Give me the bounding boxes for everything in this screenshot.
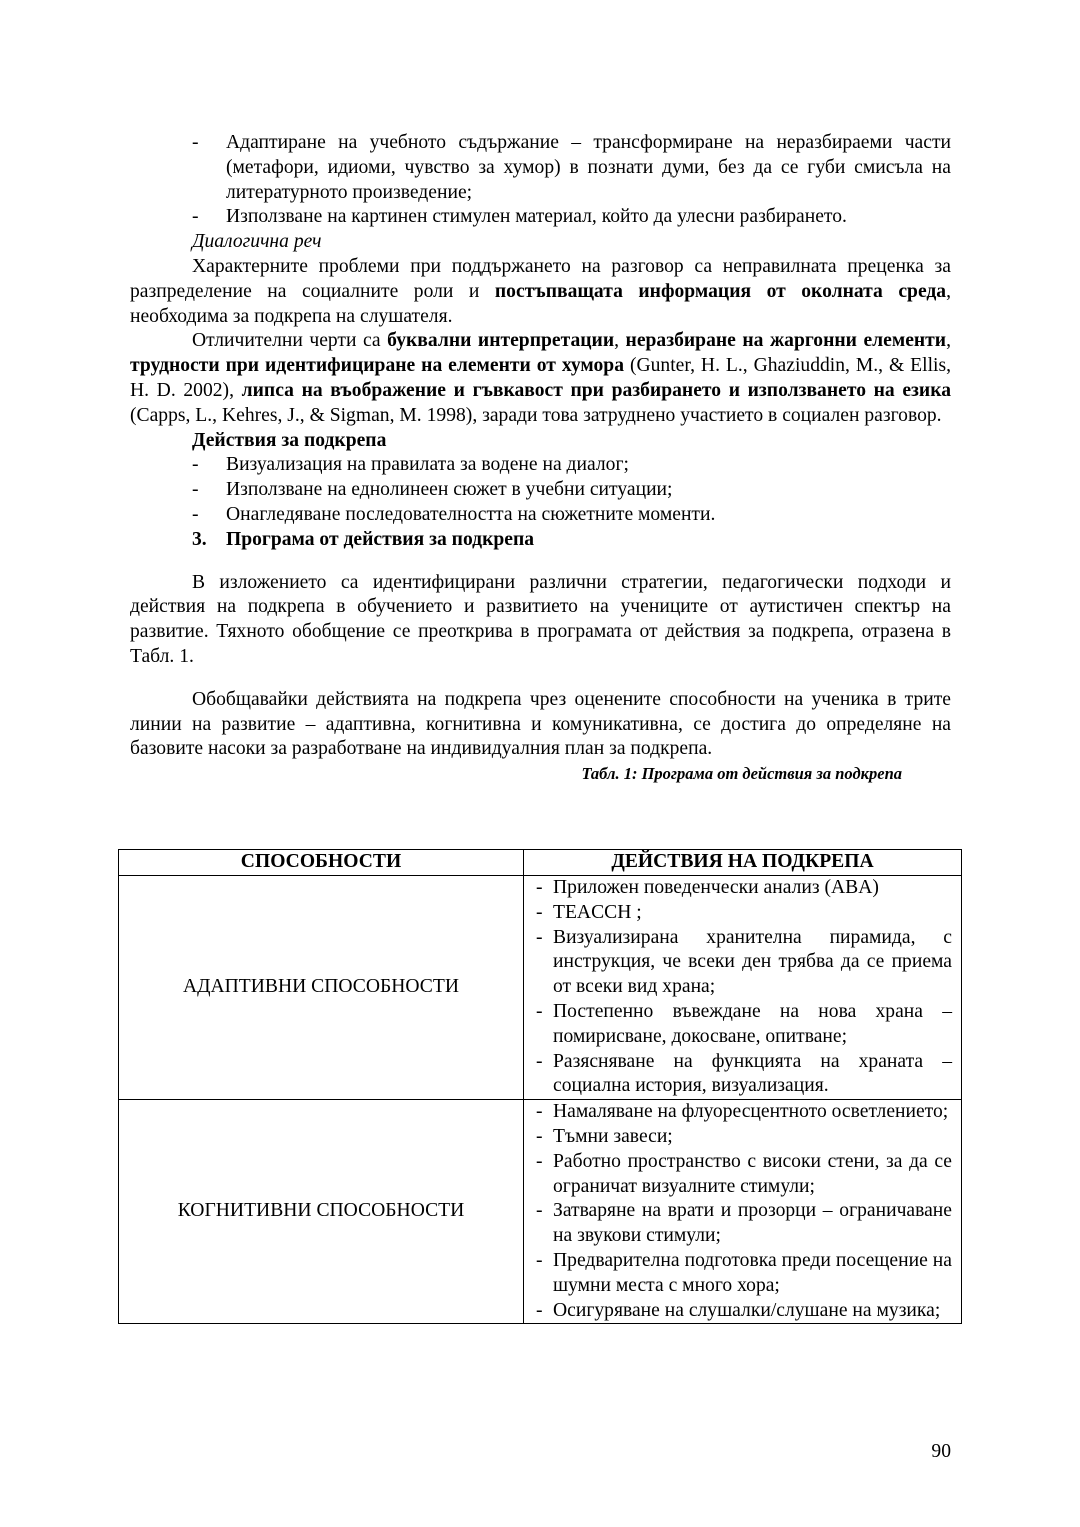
action-item <box>536 1125 952 1150</box>
spacer <box>130 670 951 688</box>
bullet-text: Онагледяване последователността на сюжетните моменти. <box>226 503 716 525</box>
bullet-dash: - <box>536 877 543 898</box>
table-caption: Табл. 1: Програма от действия за подкрепа <box>581 764 902 784</box>
action-item <box>536 901 952 926</box>
bullet-dash: - <box>536 1000 543 1022</box>
bullet-dash: - <box>192 132 199 153</box>
paragraph-bold-text: постъпващата информация от околната среда <box>494 280 947 302</box>
bullet-text: Използване на еднолинеен сюжет в учебни ситуации; <box>226 479 673 501</box>
action-text: Разясняване на функцията на храната – социална история, визуализация. <box>553 1050 952 1097</box>
action-item <box>536 1100 952 1125</box>
dialog-heading-text: Диалогична реч <box>192 231 322 253</box>
bullet-dash: - <box>536 1249 543 1271</box>
bullet-dash: - <box>536 926 543 948</box>
ability-cell: АДАПТИВНИ СПОСОБНОСТИ <box>119 876 524 1100</box>
support-heading: Действия за подкрепа <box>192 429 387 451</box>
bullet-text: Използване на картинен стимулен материал, който да улесни разбирането. <box>226 206 847 228</box>
action-text: Тъмни завеси; <box>553 1125 673 1147</box>
paragraph-text: Характерните проблеми при поддържането на разговор са неправилната преценка за разпределение на социалните роли и <box>130 255 951 302</box>
page-number: 90 <box>931 1441 951 1462</box>
table-row <box>119 876 962 1100</box>
list-item <box>130 478 951 503</box>
paragraph-text: (Gunter, H. L., Ghaziuddin, M., & Ellis, H. D. 2002), <box>130 355 952 401</box>
paragraph-text: , необходима за подкрепа на слушателя. <box>130 280 951 327</box>
bullet-text: Визуализация на правилата за водене на диалог; <box>226 454 629 476</box>
page-body <box>130 131 951 787</box>
action-text: Намаляване на флуоресцентното осветлението; <box>553 1101 949 1123</box>
paragraph-text: Отличителни черти са <box>192 330 388 352</box>
action-item <box>536 876 952 901</box>
action-text: Осигуряване на слушалки/слушане на музика; <box>553 1299 941 1321</box>
spacer <box>130 553 951 571</box>
ability-cell: КОГНИТИВНИ СПОСОБНОСТИ <box>119 1100 524 1324</box>
bullet-dash: - <box>536 1050 543 1072</box>
section-title: Програма от действия за подкрепа <box>226 528 535 550</box>
bullet-dash: - <box>536 1299 543 1321</box>
paragraph <box>130 255 951 329</box>
action-text: Предварителна подготовка преди посещение на шумни места с много хора; <box>553 1249 952 1296</box>
bullet-dash: - <box>192 454 199 476</box>
paragraph-bold-text: неразбиране на жаргонни елементи <box>625 330 947 352</box>
action-item <box>536 1000 952 1050</box>
actions-cell <box>524 876 962 1100</box>
dialog-heading <box>130 230 951 255</box>
paragraph-bold-text: липса на въображение и гъвкавост при разбирането и използването на езика <box>241 379 952 401</box>
bullet-text: Адаптиране на учебното съдържание – трансформиране на неразбираеми части (метафори, идиоми, чувство за хумор) в познати думи, без да се губи смисъла на литературното произведение; <box>226 132 951 203</box>
bullet-dash: - <box>192 479 199 501</box>
action-text: Затваряне на врати и прозорци – ограничаване на звукови стимули; <box>553 1200 952 1247</box>
paragraph-bold-text: буквални интерпретации <box>387 330 615 352</box>
bullet-dash: - <box>536 1150 543 1172</box>
action-text: Приложен поведенчески анализ (ABA) <box>553 877 879 898</box>
action-text: Постепенно въвеждане на нова храна – помирисване, докосване, опитване; <box>553 1000 952 1047</box>
action-item <box>536 1150 952 1200</box>
bullet-dash: - <box>536 1125 543 1147</box>
list-item <box>130 503 951 528</box>
bullet-dash: - <box>192 503 199 525</box>
paragraph: В изложението са идентифицирани различни стратегии, педагогически подходи и действия на подкрепа в обучението и развитието на учениците от аутистичен спектър на развитие. Тяхното обобщение се преоткрива в програмата от действия за подкрепа, отразена в Табл. 1. <box>130 571 951 667</box>
action-item <box>536 1299 952 1324</box>
section-heading <box>130 528 951 553</box>
list-item <box>130 453 951 478</box>
table-header-row <box>119 850 962 876</box>
paragraph: Обобщавайки действията на подкрепа чрез оценените способности на ученика в трите линии на развитие – адаптивна, когнитивна и комуникативна, се достига до определяне на базовите насоки за разработване на индивидуалния план за подкрепа. <box>130 688 951 760</box>
action-text: Работно пространство с високи стени, за да се ограничат визуалните стимули; <box>553 1150 952 1197</box>
action-item <box>536 926 952 1000</box>
bullet-dash: - <box>536 901 543 923</box>
table-row <box>119 1100 962 1324</box>
paragraph <box>130 329 951 428</box>
paragraph-text: , <box>946 330 951 352</box>
bullet-dash: - <box>536 1200 543 1222</box>
bullet-dash: - <box>192 206 199 228</box>
action-item <box>536 1050 952 1100</box>
column-header-actions: ДЕЙСТВИЯ НА ПОДКРЕПА <box>524 850 962 876</box>
section-number: 3. <box>192 528 207 550</box>
list-item <box>130 205 951 230</box>
column-header-abilities: СПОСОБНОСТИ <box>119 850 524 876</box>
paragraph-text: , <box>614 330 626 352</box>
action-item <box>536 1249 952 1299</box>
list-item <box>130 131 951 205</box>
support-program-table <box>118 849 962 1324</box>
action-item <box>536 1199 952 1249</box>
paragraph-text: (Capps, L., Kehres, J., & Sigman, M. 1998), заради това затруднено участието в социален разговор. <box>130 404 942 426</box>
action-text: Визуализирана хранителна пирамида, с инструкция, че всеки ден трябва да се приема от всеки вид храна; <box>553 926 952 998</box>
actions-cell <box>524 1100 962 1324</box>
bullet-dash: - <box>536 1101 543 1123</box>
paragraph-bold-text: трудности при идентифициране на елементи от хумора <box>130 355 625 377</box>
action-text: TEACCH ; <box>553 901 642 923</box>
